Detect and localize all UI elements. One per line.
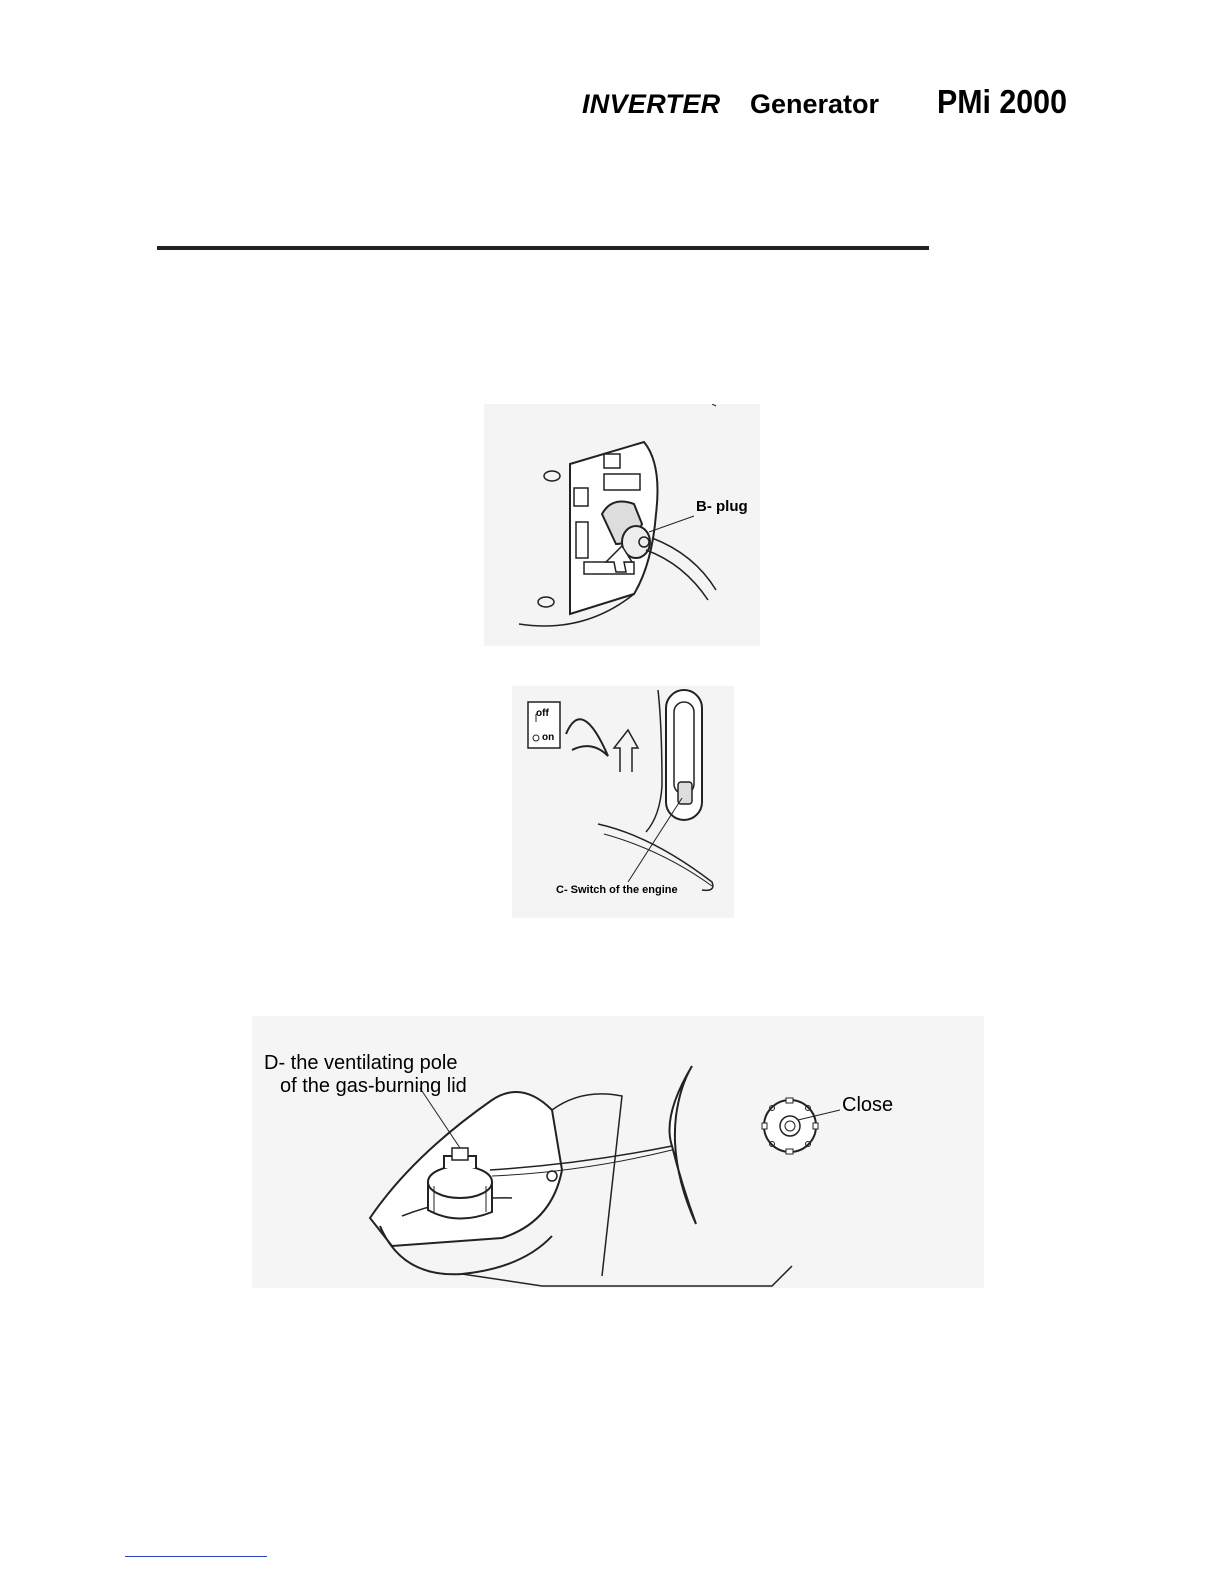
figure-fuel-cap xyxy=(252,1016,984,1288)
plug-illustration xyxy=(484,404,760,646)
section-divider xyxy=(157,246,929,250)
fuel-cap-label-line2: of the gas-burning lid xyxy=(280,1075,467,1097)
header-title: Generator xyxy=(750,89,880,119)
header-title-italic: INVERTER xyxy=(582,89,721,119)
switch-label: C- Switch of the engine xyxy=(556,884,678,896)
header-model: PMi 2000 xyxy=(937,83,1067,120)
figure-plug xyxy=(484,404,760,646)
switch-on-label: on xyxy=(542,732,555,743)
plug-label: B- plug xyxy=(696,498,748,515)
close-label: Close xyxy=(842,1094,894,1116)
switch-off-label: off xyxy=(536,708,549,719)
figure-switch xyxy=(512,686,734,918)
footer-link-line xyxy=(125,1556,267,1557)
page-header xyxy=(582,80,1092,128)
fuel-cap-label-line1: D- the ventilating pole xyxy=(264,1052,458,1074)
